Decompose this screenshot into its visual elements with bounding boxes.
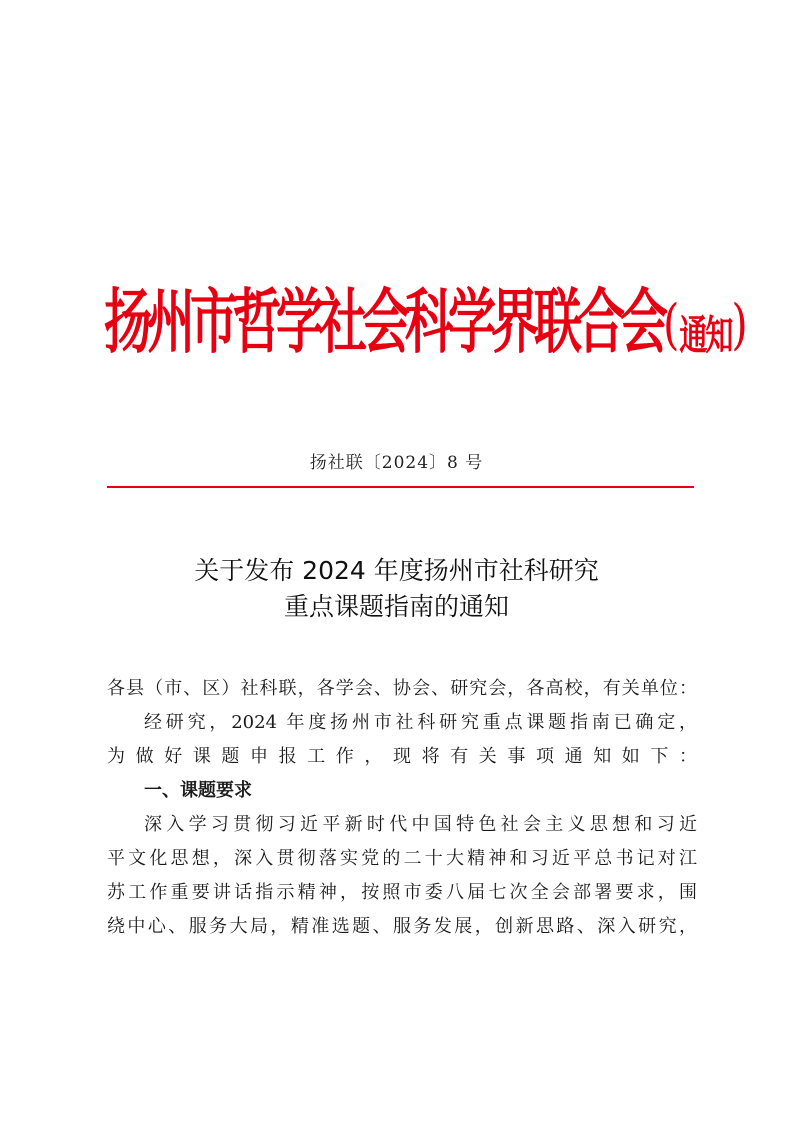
paragraph-line: 深入学习贯彻习近平新时代中国特色社会主义思想和习近 — [144, 814, 697, 835]
intro-line-2: 为做好课题申报工作，现将有关事项通知如下： — [107, 746, 697, 767]
document-title-line-1: 关于发布 2024 年度扬州市社科研究 — [194, 556, 599, 585]
document-title — [0, 553, 793, 625]
masthead — [104, 282, 748, 364]
section-heading: 一、课题要求 — [144, 780, 252, 801]
masthead-paren-close: ) — [731, 292, 748, 357]
masthead-doc-kind: 通知 — [679, 311, 732, 360]
paragraph-line: 平文化思想，深入贯彻落实党的二十大精神和习近平总书记对江 — [107, 848, 697, 869]
masthead-paren-open: ( — [663, 292, 680, 357]
document-title-line-2: 重点课题指南的通知 — [283, 592, 509, 621]
red-divider-line — [107, 486, 694, 488]
document-body — [107, 672, 697, 944]
intro-line-1: 经研究，2024 年度扬州市社科研究重点课题指南已确定， — [144, 712, 697, 733]
paragraph-line: 绕中心、服务大局，精准选题、服务发展，创新思路、深入研究， — [107, 916, 697, 937]
paragraph-line: 苏工作重要讲话指示精神，按照市委八届七次全会部署要求，围 — [107, 882, 697, 903]
document-number: 扬社联〔2024〕8 号 — [309, 453, 484, 473]
addressee-line: 各县（市、区）社科联，各学会、协会、研究会，各高校，有关单位： — [107, 678, 697, 699]
masthead-org-name: 扬州市哲学社会科学界联合会 — [104, 282, 664, 364]
